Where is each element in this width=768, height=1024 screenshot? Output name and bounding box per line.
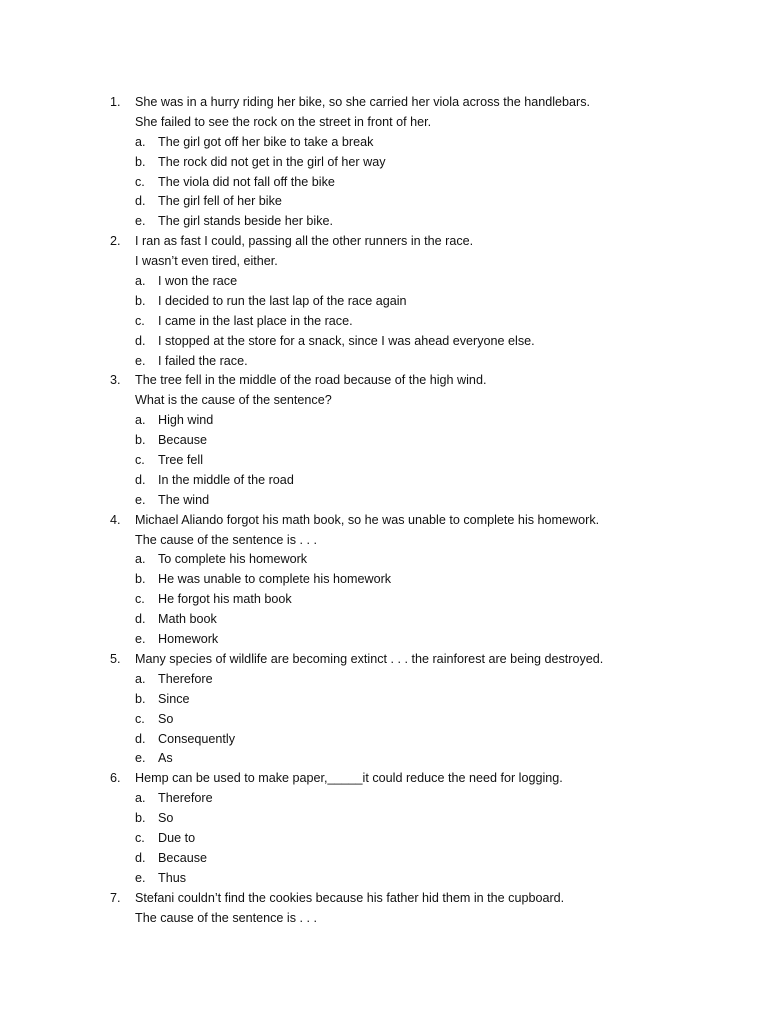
option-letter: a. [135, 134, 146, 149]
option-letter: e. [135, 214, 146, 229]
question-stem-line [110, 371, 740, 391]
question-number: 5. [110, 651, 121, 666]
option-text: So [158, 711, 174, 726]
question-text: Hemp can be used to make paper,_____it could reduce the need for logging. [135, 771, 563, 786]
option-letter: e. [135, 870, 146, 885]
question-stem-continuation [110, 531, 740, 551]
option-letter: c. [135, 313, 145, 328]
answer-option [110, 849, 740, 869]
question-number: 4. [110, 512, 121, 527]
option-text: Math book [158, 612, 217, 627]
question-text: The tree fell in the middle of the road because of the high wind. [135, 373, 487, 388]
option-letter: c. [135, 174, 145, 189]
option-text: The rock did not get in the girl of her way [158, 154, 386, 169]
answer-option [110, 133, 740, 153]
option-text: Consequently [158, 731, 236, 746]
answer-option [110, 173, 740, 193]
option-letter: d. [135, 194, 146, 209]
question-stem-continuation [110, 909, 740, 929]
answer-option [110, 153, 740, 173]
option-text: As [158, 751, 173, 766]
option-letter: b. [135, 572, 146, 587]
answer-option [110, 690, 740, 710]
answer-option [110, 749, 740, 769]
question-text: She was in a hurry riding her bike, so she carried her viola across the handlebars. [135, 95, 591, 109]
option-letter: b. [135, 691, 146, 706]
option-text: He forgot his math book [158, 592, 292, 607]
option-text: The girl got off her bike to take a break [158, 134, 374, 149]
option-letter: a. [135, 413, 146, 428]
answer-option [110, 730, 740, 750]
option-letter: c. [135, 592, 145, 607]
option-letter: d. [135, 731, 146, 746]
answer-option [110, 630, 740, 650]
question-1 [110, 93, 740, 232]
answer-option [110, 431, 740, 451]
answer-option [110, 212, 740, 232]
question-6 [110, 769, 740, 888]
option-text: In the middle of the road [158, 472, 294, 487]
option-letter: e. [135, 751, 146, 766]
option-letter: e. [135, 353, 146, 368]
option-text: I came in the last place in the race. [158, 313, 353, 328]
answer-option [110, 670, 740, 690]
question-stem-line [110, 650, 740, 670]
question-stem-continuation [110, 113, 740, 133]
option-letter: b. [135, 293, 146, 308]
question-number: 3. [110, 373, 121, 388]
option-text: The girl stands beside her bike. [158, 214, 334, 229]
option-letter: c. [135, 711, 145, 726]
answer-option [110, 491, 740, 511]
answer-option [110, 550, 740, 570]
question-number: 7. [110, 890, 121, 905]
option-text: To complete his homework [158, 552, 308, 567]
option-letter: a. [135, 552, 146, 567]
option-text: I won the race [158, 274, 238, 289]
question-stem-line [110, 769, 740, 789]
option-text: He was unable to complete his homework [158, 572, 392, 587]
option-text: I failed the race. [158, 353, 248, 368]
question-text: What is the cause of the sentence? [135, 393, 332, 408]
question-stem-continuation [110, 391, 740, 411]
question-7 [110, 889, 740, 929]
answer-option [110, 332, 740, 352]
answer-option [110, 610, 740, 630]
option-letter: b. [135, 811, 146, 826]
option-text: Due to [158, 830, 196, 845]
question-text: I ran as fast I could, passing all the other runners in the race. [135, 234, 474, 249]
option-text: I stopped at the store for a snack, since I was ahead everyone else. [158, 333, 535, 348]
option-letter: c. [135, 453, 145, 468]
answer-option [110, 869, 740, 889]
answer-option [110, 352, 740, 372]
option-letter: e. [135, 492, 146, 507]
option-text: Thus [158, 870, 186, 885]
answer-option [110, 192, 740, 212]
option-text: The wind [158, 492, 210, 507]
question-stem-continuation [110, 252, 740, 272]
answer-option [110, 312, 740, 332]
answer-option [110, 829, 740, 849]
option-text: I decided to run the last lap of the race again [158, 293, 407, 308]
option-letter: b. [135, 433, 146, 448]
question-number: 2. [110, 234, 121, 249]
option-letter: d. [135, 472, 146, 487]
answer-option [110, 451, 740, 471]
question-text: The cause of the sentence is . . . [135, 532, 318, 547]
question-5 [110, 650, 740, 769]
option-text: Tree fell [158, 453, 204, 468]
answer-option [110, 411, 740, 431]
question-number: 6. [110, 771, 121, 786]
option-text: Homework [158, 632, 219, 647]
option-text: High wind [158, 413, 214, 428]
question-text: Many species of wildlife are becoming extinct . . . the rainforest are being destroyed. [135, 651, 604, 666]
option-letter: b. [135, 154, 146, 169]
option-letter: c. [135, 830, 145, 845]
option-letter: e. [135, 632, 146, 647]
question-stem-line [110, 93, 740, 113]
question-text: Michael Aliando forgot his math book, so he was unable to complete his homework. [135, 512, 600, 527]
option-letter: a. [135, 671, 146, 686]
answer-option [110, 710, 740, 730]
answer-option [110, 292, 740, 312]
question-stem-line [110, 511, 740, 531]
option-letter: d. [135, 850, 146, 865]
question-stem-line [110, 889, 740, 909]
option-letter: a. [135, 791, 146, 806]
question-4 [110, 511, 740, 650]
question-text: The cause of the sentence is . . . [135, 910, 318, 925]
question-3 [110, 371, 740, 510]
answer-option [110, 809, 740, 829]
question-list [110, 93, 740, 928]
question-2 [110, 232, 740, 371]
option-text: Therefore [158, 791, 213, 806]
answer-option [110, 590, 740, 610]
question-stem-line [110, 232, 740, 252]
option-text: Because [158, 850, 208, 865]
question-text: She failed to see the rock on the street in front of her. [135, 114, 432, 129]
answer-option [110, 471, 740, 491]
option-text: The viola did not fall off the bike [158, 174, 335, 189]
option-text: The girl fell of her bike [158, 194, 282, 209]
option-text: Because [158, 433, 208, 448]
question-text: Stefani couldn’t find the cookies because his father hid them in the cupboard. [135, 890, 565, 905]
answer-option [110, 789, 740, 809]
option-letter: d. [135, 612, 146, 627]
option-text: So [158, 811, 174, 826]
answer-option [110, 272, 740, 292]
option-text: Since [158, 691, 190, 706]
option-letter: d. [135, 333, 146, 348]
question-text: I wasn’t even tired, either. [135, 254, 278, 269]
question-number: 1. [110, 95, 121, 109]
answer-option [110, 570, 740, 590]
option-letter: a. [135, 274, 146, 289]
option-text: Therefore [158, 671, 213, 686]
